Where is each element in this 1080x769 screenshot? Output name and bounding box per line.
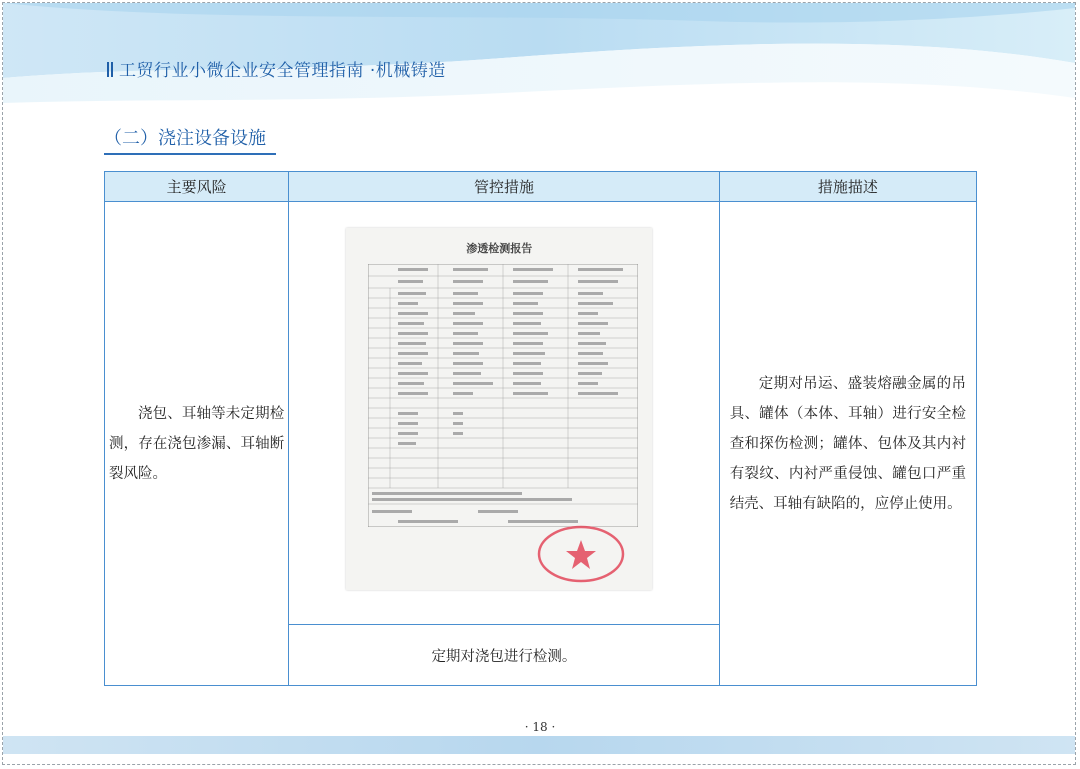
- risk-text: 浇包、耳轴等未定期检测，存在浇包渗漏、耳轴断裂风险。: [109, 405, 285, 482]
- red-seal-icon: [536, 524, 626, 584]
- section-title: （二）浇注设备设施: [104, 124, 276, 155]
- header-title: 工贸行业小微企业安全管理指南 ·机械铸造: [119, 61, 446, 81]
- risk-cell: [105, 202, 289, 686]
- report-title: 渗透检测报告: [466, 242, 533, 255]
- control-caption-cell: 定期对浇包进行检测。: [289, 625, 719, 686]
- footer-band: [3, 736, 1075, 754]
- header-main-risk: 主要风险: [105, 172, 289, 202]
- risk-control-table: [104, 171, 977, 686]
- description-text: 定期对吊运、盛装熔融金属的吊具、罐体（本体、耳轴）进行安全检查和探伤检测；罐体、包体及其内衬有裂纹、内衬严重侵蚀、罐包口严重结壳、耳轴有缺陷的，应停止使用。: [729, 375, 966, 512]
- header-measure-description: 措施描述: [719, 172, 976, 202]
- header-control-measures: 管控措施: [289, 172, 719, 202]
- description-cell: [719, 202, 976, 686]
- table-row: [105, 202, 977, 625]
- inspection-report-image: [346, 228, 652, 590]
- control-image-cell: [289, 202, 719, 625]
- document-header: [107, 56, 446, 81]
- header-marker-icon: [107, 62, 113, 77]
- page-number: · 18 ·: [524, 720, 556, 734]
- table-header-row: [105, 172, 977, 202]
- report-table-graphic: [368, 264, 638, 527]
- header-banner: [3, 3, 1075, 113]
